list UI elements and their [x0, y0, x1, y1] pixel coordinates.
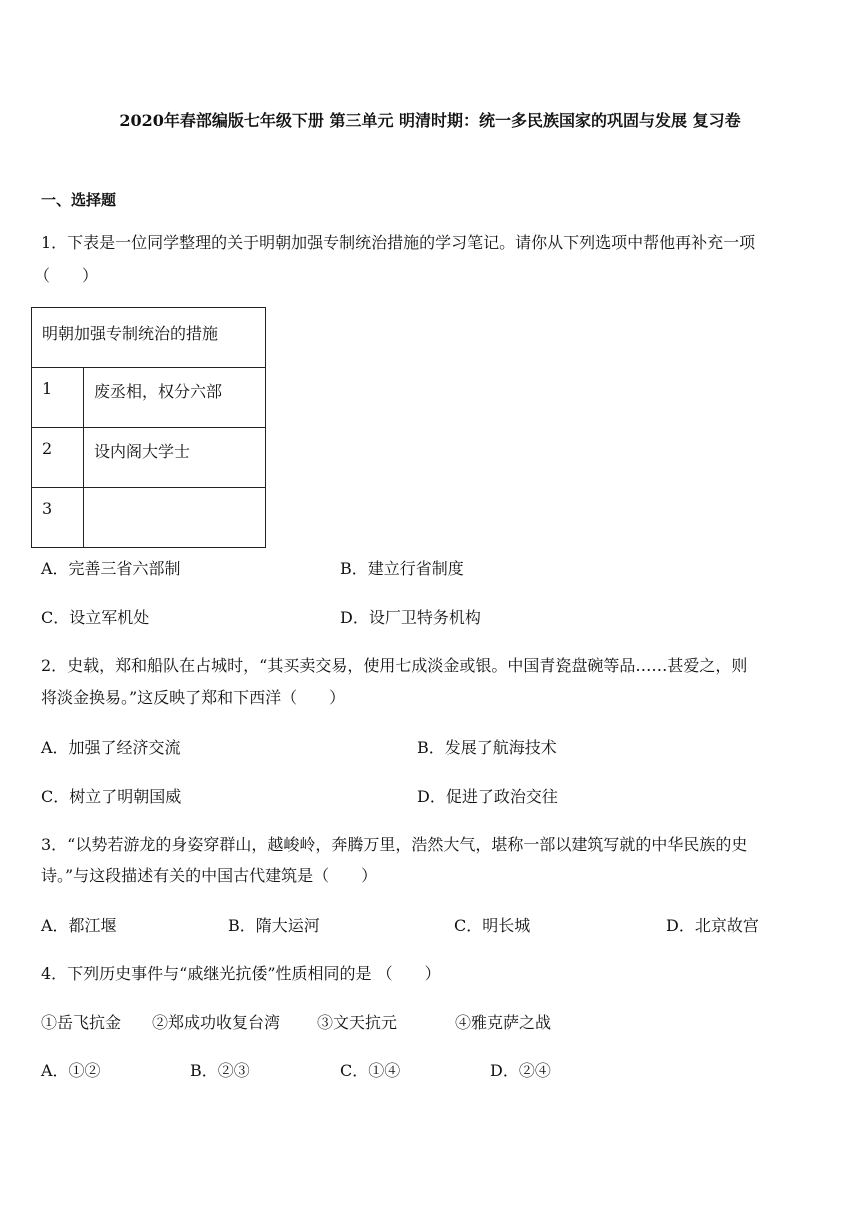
- q3-option-d[interactable]: D．北京故宫: [666, 916, 759, 935]
- q4-event-2: ②郑成功收复台湾: [152, 1013, 281, 1032]
- table-row-text: 废丞相，权分六部: [84, 368, 266, 428]
- q4-event-1: ①岳飞抗金: [41, 1013, 122, 1032]
- table-row-number: 2: [32, 428, 84, 488]
- question-2-line-2: 将淡金换易。”这反映了郑和下西洋（ ）: [41, 688, 346, 707]
- q1-option-a[interactable]: A．完善三省六部制: [41, 559, 181, 578]
- question-1-line-2: （ ）: [34, 266, 99, 285]
- q4-event-3: ③文天抗元: [317, 1013, 398, 1032]
- table-row-text: [84, 488, 266, 548]
- table-header-row: [32, 308, 266, 368]
- q2-option-a[interactable]: A．加强了经济交流: [41, 738, 181, 757]
- q1-option-d[interactable]: D．设厂卫特务机构: [340, 608, 481, 627]
- table-row-number: 1: [32, 368, 84, 428]
- question-2-line-1: 2．史载，郑和船队在占城时，“其买卖交易，使用七成淡金或银。中国青瓷盘碗等品……甚爱之，则: [41, 656, 748, 675]
- q1-option-b[interactable]: B．建立行省制度: [340, 559, 464, 578]
- document-title: 2020年春部编版七年级下册 第三单元 明清时期：统一多民族国家的巩固与发展 复习卷: [119, 111, 741, 130]
- table-row: [32, 428, 266, 488]
- q2-option-b[interactable]: B．发展了航海技术: [417, 738, 557, 757]
- question-1-line-1: 1．下表是一位同学整理的关于明朝加强专制统治措施的学习笔记。请你从下列选项中帮他再补充一项: [41, 233, 756, 252]
- question-4-line-1: 4．下列历史事件与“戚继光抗倭”性质相同的是 （ ）: [41, 964, 441, 983]
- table-row-text: 设内阁大学士: [84, 428, 266, 488]
- table-header-cell: 明朝加强专制统治的措施: [32, 308, 266, 368]
- q4-option-a[interactable]: A．①②: [41, 1061, 101, 1080]
- q3-option-b[interactable]: B．隋大运河: [228, 916, 320, 935]
- q1-option-c[interactable]: C．设立军机处: [41, 608, 150, 627]
- q2-option-d[interactable]: D．促进了政治交往: [417, 787, 558, 806]
- q4-option-d[interactable]: D．②④: [490, 1061, 551, 1080]
- table-row-number: 3: [32, 488, 84, 548]
- q3-option-a[interactable]: A．都江堰: [41, 916, 117, 935]
- notes-table: [31, 307, 266, 548]
- table-row: [32, 488, 266, 548]
- question-3-line-2: 诗。”与这段描述有关的中国古代建筑是（ ）: [41, 866, 378, 885]
- q4-option-b[interactable]: B．②③: [190, 1061, 250, 1080]
- table-row: [32, 368, 266, 428]
- q4-option-c[interactable]: C．①④: [340, 1061, 401, 1080]
- question-3-line-1: 3．“以势若游龙的身姿穿群山，越峻岭，奔腾万里，浩然大气，堪称一部以建筑写就的中华民族的史: [41, 835, 748, 854]
- section-heading: 一、选择题: [41, 191, 117, 209]
- q2-option-c[interactable]: C．树立了明朝国威: [41, 787, 182, 806]
- q3-option-c[interactable]: C．明长城: [454, 916, 531, 935]
- q4-event-4: ④雅克萨之战: [455, 1013, 552, 1032]
